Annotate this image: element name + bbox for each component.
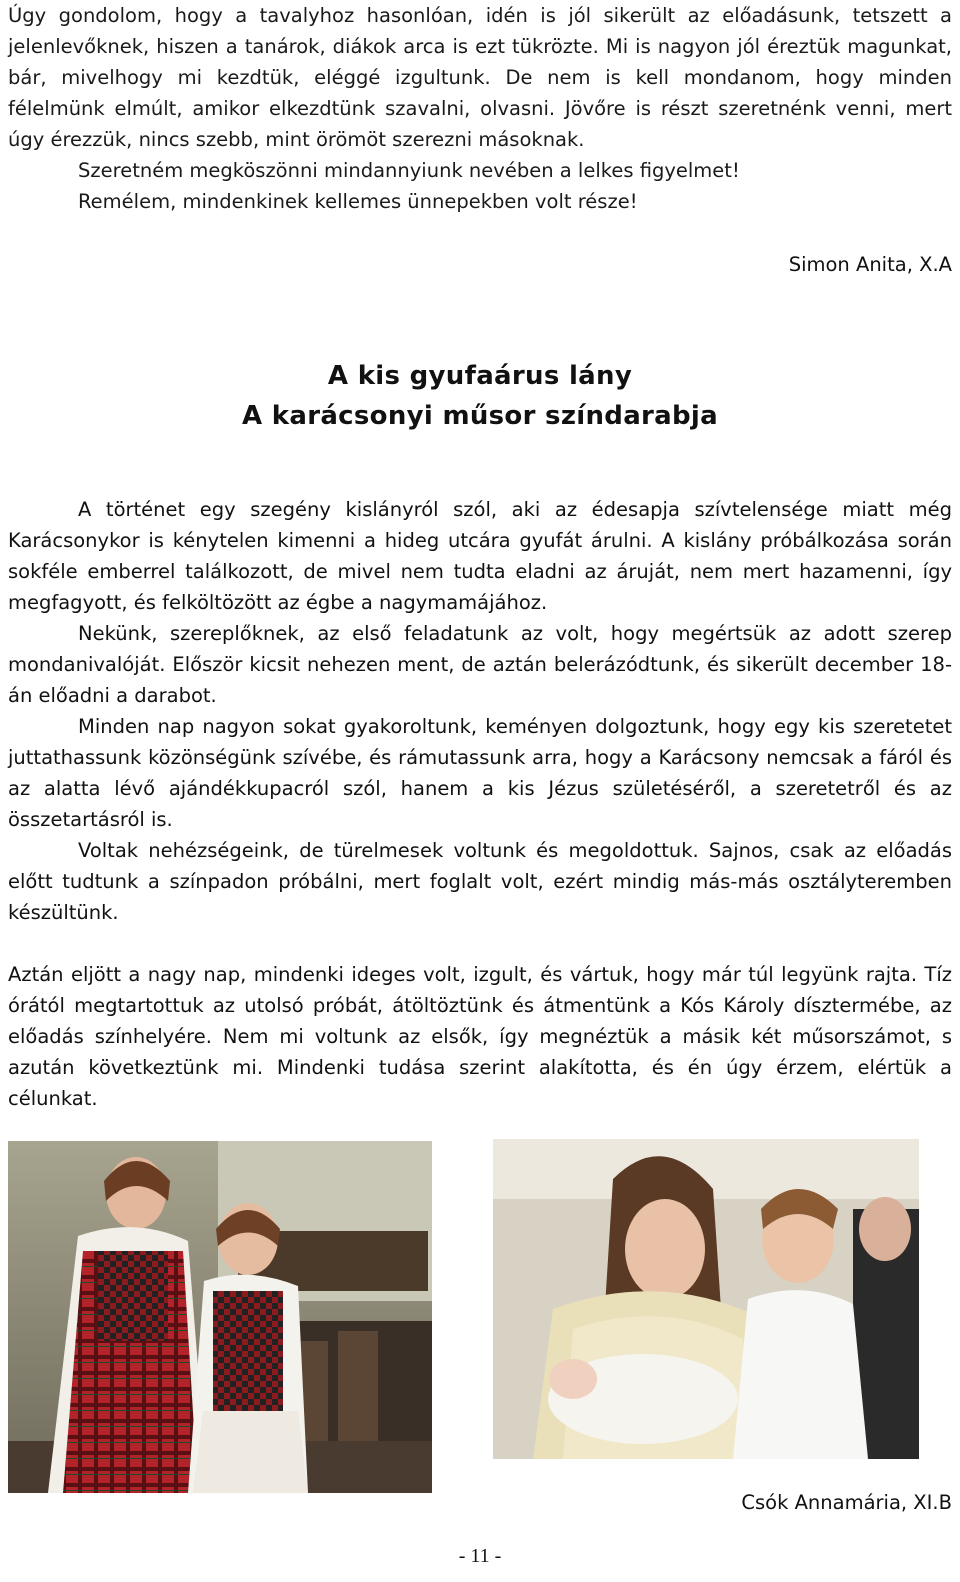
- title-line-2: A karácsonyi műsor színdarabja: [242, 401, 718, 431]
- story-text: [8, 494, 952, 1114]
- title-line-1: A kis gyufaárus lány: [327, 361, 633, 391]
- photo-nativity-scene: [493, 1139, 919, 1459]
- story-paragraph: Nekünk, szereplőknek, az első feladatunk az volt, hogy megértsük az adott szerep mondanivalóját. Először kicsit nehezen ment, de aztán belerázódtunk, és sikerült december 18-án előadni a darabot.: [8, 622, 952, 707]
- photo-nativity-scene-image: [493, 1139, 919, 1459]
- story-paragraph: Aztán eljött a nagy nap, mindenki ideges volt, izgult, és vártuk, hogy már túl legyünk rajta. Tíz órától megtartottuk az utolsó próbát, átöltöztünk és átmentünk a Kós Károly dísztermébe, az előadás színhelyére. Nem mi voltunk az elsők, így megnéztük a másik két műsorszámot, s azután következtünk mi. Mindenki tudása szerint alakította, és én úgy érzem, elértük a célunkat.: [8, 963, 952, 1110]
- photo-folk-costumes: [8, 1141, 432, 1493]
- paragraph-gap: [8, 928, 952, 959]
- intro-thanks-line: Szeretném megköszönni mindannyiunk nevében a lelkes figyelmet!: [78, 159, 740, 182]
- article-title: [0, 356, 960, 436]
- photo-folk-costumes-image: [8, 1141, 432, 1493]
- author-signature-2: Csók Annamária, XI.B: [741, 1491, 952, 1514]
- author-signature-1: Simon Anita, X.A: [788, 253, 952, 276]
- story-paragraph: A történet egy szegény kislányról szól, aki az édesapja szívtelensége miatt még Karácsonykor is kénytelen kimenni a hideg utcára gyufát árulni. A kislány próbálkozása során sokféle emberrel találkozott, de mivel nem tudta eladni az áruját, nem mert hazamenni, így megfagyott, és felköltözött az égbe a nagymamájához.: [8, 498, 952, 614]
- intro-paragraph: Úgy gondolom, hogy a tavalyhoz hasonlóan, idén is jól sikerült az előadásunk, tetszett a jelenlevőknek, hiszen a tanárok, diákok arca is ezt tükrözte. Mi is nagyon jól éreztük magunkat, bár, mivelhogy mi kezdtük, eléggé izgultunk. De nem is kell mondanom, hogy minden félelmünk elmúlt, amikor elkezdtünk szavalni, olvasni. Jövőre is részt szeretnénk venni, mert úgy érezzük, nincs szebb, mint örömöt szerezni másoknak.: [8, 4, 952, 151]
- intro-text: [8, 0, 952, 217]
- page-number: - 11 -: [458, 1545, 502, 1567]
- story-paragraph: Minden nap nagyon sokat gyakoroltunk, keményen dolgoztunk, hogy egy kis szeretetet juttathassunk közönségünk szívébe, és rámutassunk arra, hogy a Karácsony nemcsak a fáról és az alatta lévő ajándékkupacról szól, hanem a kis Jézus születéséről, a szeretetről és az összetartásról is.: [8, 715, 952, 831]
- story-paragraph: Voltak nehézségeink, de türelmesek voltunk és megoldottuk. Sajnos, csak az előadás előtt tudtunk a színpadon próbálni, mert foglalt volt, ezért mindig más-más osztályteremben készültünk.: [8, 839, 952, 924]
- intro-wishes-line: Remélem, mindenkinek kellemes ünnepekben volt része!: [78, 190, 638, 213]
